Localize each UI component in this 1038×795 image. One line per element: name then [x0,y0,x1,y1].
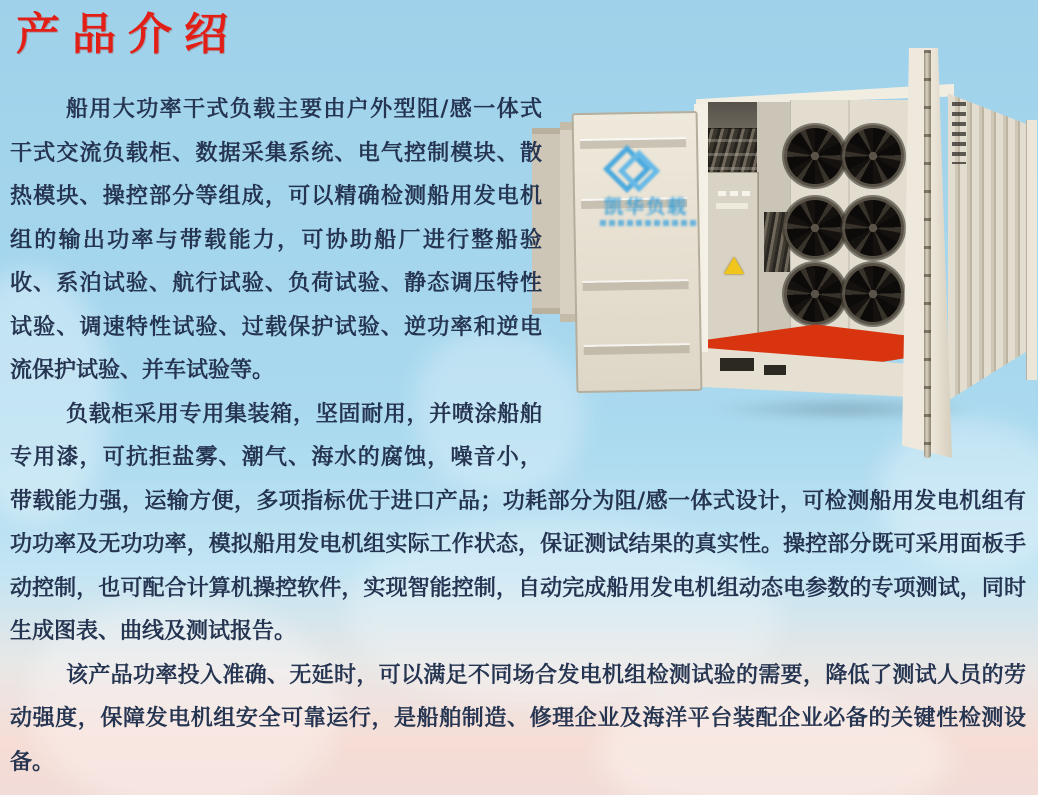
text-line: 专用漆，可抗拒盐雾、潮气、海水的腐蚀，噪音小， [10,445,542,470]
text-line: 动控制，也可配合计算机操控软件，实现智能控制，自动完成船用发电机组动态电参数的专项测试，同时 [10,575,1026,601]
text-line: 带载能力强，运输方便，多项指标优于进口产品；功耗部分为阻/感一体式设计，可检测船用发电机组有 [10,488,1026,514]
text-line: 试验、调速特性试验、过载保护试验、逆功率和逆电 [10,314,542,340]
text-line: 热模块、操控部分等组成，可以精确检测船用发电机 [10,184,542,209]
text-line: 流保护试验、并车试验等。 [10,358,275,383]
text-line: 动强度，保障发电机组安全可靠运行，是船舶制造、修理企业及海洋平台装配企业必备的关键性检测设 [10,706,1026,731]
brand-logo-text: 凯华负载 [603,196,688,218]
body-text [10,88,1026,784]
text-line: 备。 [10,749,55,775]
text-line: 收、系泊试验、航行试验、负荷试验、静态调压特性 [10,271,542,296]
corner-post [1026,120,1037,380]
text-line: 功功率及无功功率，模拟船用发电机组实际工作状态，保证测试结果的真实性。操控部分既可采用面板手 [10,532,1026,557]
text-line: 干式交流负载柜、数据采集系统、电气控制模块、散 [10,140,542,166]
text-line: 船用大功率干式负载主要由户外型阻/感一体式 [66,97,542,122]
text-line: 负载柜采用专用集装箱，坚固耐用，并喷涂船舶 [66,401,542,427]
text-line: 该产品功率投入准确、无延时，可以满足不同场合发电机组检测试验的需要，降低了测试人员的劳 [66,662,1026,688]
text-line: 组的输出功率与带载能力，可协助船厂进行整船验 [10,227,542,253]
page-title: 产品介绍 [16,9,240,60]
text-line: 生成图表、曲线及测试报告。 [10,619,297,644]
